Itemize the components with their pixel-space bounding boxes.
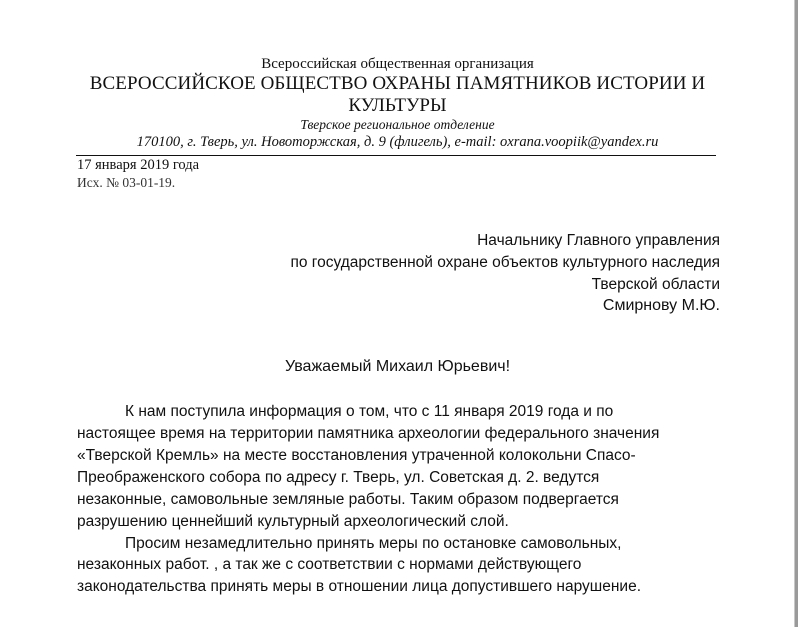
- body-line: Преображенского собора по адресу г. Тверь, ул. Советская д. 2. ведутся: [77, 469, 600, 486]
- letter-date: 17 января 2019 года: [77, 157, 200, 173]
- body-line: законодательства принять меры в отношении лица допустившего нарушение.: [77, 578, 641, 595]
- org-name-line-2: КУЛЬТУРЫ: [348, 95, 447, 116]
- body-line: разрушению ценнейший культурный археологический слой.: [77, 513, 509, 530]
- body-line: Просим незамедлительно принять меры по остановке самовольных,: [125, 535, 622, 552]
- addressee-line-2: по государственной охране объектов культурного наследия: [290, 254, 720, 271]
- body-line: незаконных работ. , а так же с соответствии с нормами действующего: [77, 556, 582, 573]
- body-line: К нам поступила информация о том, что с 11 января 2019 года и по: [125, 403, 614, 420]
- body-line: незаконные, самовольные земляные работы. Таким образом подвергается: [77, 491, 619, 508]
- branch-name: Тверское региональное отделение: [300, 117, 495, 132]
- org-type: Всероссийская общественная организация: [261, 56, 534, 72]
- outgoing-number: Исх. № 03-01-19.: [77, 175, 176, 190]
- greeting: Уважаемый Михаил Юрьевич!: [284, 358, 511, 375]
- body-line: «Тверской Кремль» на месте восстановления утраченной колокольни Спасо-: [77, 447, 636, 464]
- header-divider: [76, 155, 716, 156]
- org-address: 170100, г. Тверь, ул. Новоторжская, д. 9 (флигель), e-mail: oxrana.voopiik@yandex.ru: [136, 134, 659, 150]
- addressee-name: Смирнову М.Ю.: [602, 297, 720, 314]
- org-name-line-1: ВСЕРОССИЙСКОЕ ОБЩЕСТВО ОХРАНЫ ПАМЯТНИКОВ ИСТОРИИ И: [89, 73, 706, 94]
- body-line: настоящее время на территории памятника археологии федерального значения: [77, 425, 660, 442]
- addressee-line-1: Начальнику Главного управления: [477, 232, 720, 249]
- addressee-line-3: Тверской области: [591, 276, 720, 293]
